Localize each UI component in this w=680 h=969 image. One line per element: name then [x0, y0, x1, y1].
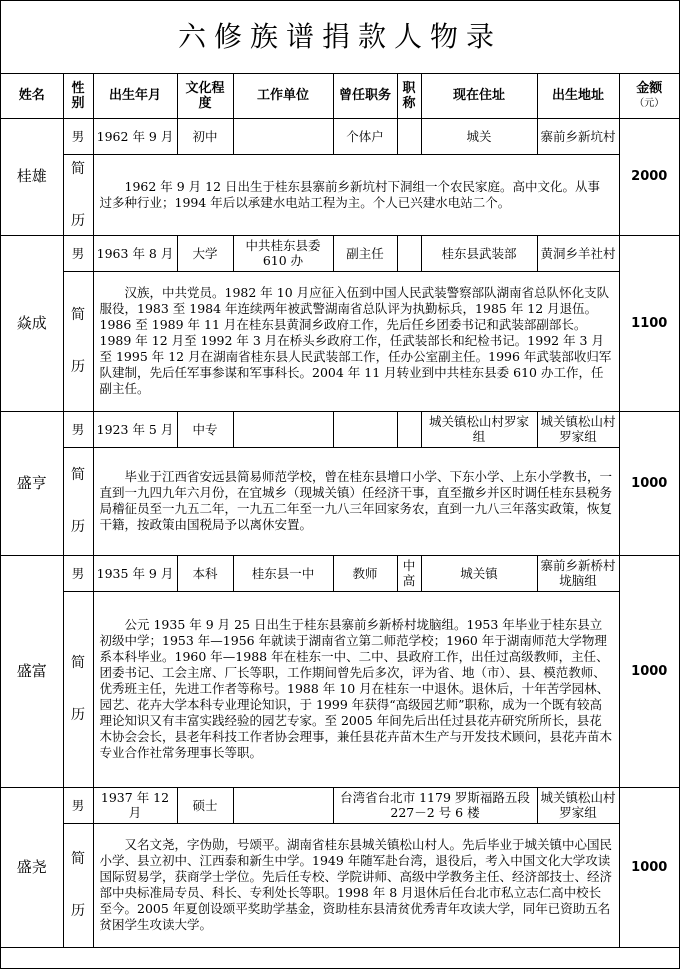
record-gender: 男: [63, 118, 93, 154]
bio-label-li: 历: [71, 903, 85, 919]
header-name: 姓名: [1, 74, 63, 118]
record-info-row: [1, 411, 679, 447]
record-birth: 1963 年 8 月: [93, 235, 177, 271]
record-position: 个体户: [333, 118, 397, 154]
record-birthplace: 寨前乡新桥村垅脑组: [537, 555, 619, 591]
record-bio-row: [1, 823, 679, 947]
bio-label-jian: 简: [71, 655, 85, 671]
record-gender: 男: [63, 235, 93, 271]
header-residence: 现在住址: [421, 74, 537, 118]
record-bio-row: [1, 154, 679, 235]
page-title: 六修族谱捐款人物录: [1, 1, 679, 74]
bio-label: [63, 591, 93, 787]
bio-label-jian: 简: [71, 307, 85, 323]
record-bio: 又名文尧，字伪勋，号颂平。湖南省桂东县城关镇松山村人。先后毕业于城关镇中心国民小学、县立初中、江西泰和新生中学。1949 年随军赴台湾，退役后，考入中国文化大学攻读国际贸易学，获商学士学位。先后任专校、学院讲师、高级中学教务主任、经济部技士、经济部中央标准局专员、科长、专利处长等职。1998 年 8 月退休后任台北市私立志仁高中校长至今。2005 年夏创设颂平奖助学基金，资助桂东县清贫优秀青年攻读大学，同年已资助五名贫困学生攻读大学。: [93, 823, 619, 947]
record-bio: 1962 年 9 月 12 日出生于桂东县寨前乡新坑村下洞组一个农民家庭。高中文化。从事过多种行业；1994 年后以承建水电站工程为主。个人已兴建水电站二个。: [93, 154, 619, 235]
record-name: 盛亨: [1, 411, 63, 555]
header-row: [1, 74, 679, 118]
record-gender: 男: [63, 411, 93, 447]
record-amount: 1000: [619, 787, 679, 947]
bio-label-jian: 简: [71, 851, 85, 867]
bio-label-jian: 简: [71, 160, 85, 177]
record-edu: 大学: [177, 235, 233, 271]
header-position: 曾任职务: [333, 74, 397, 118]
bio-label-li: 历: [71, 212, 85, 229]
header-rank: 职称: [397, 74, 421, 118]
bio-label-jian: 简: [71, 467, 85, 483]
record-name: 焱成: [1, 235, 63, 411]
record-birth: 1962 年 9 月: [93, 118, 177, 154]
record-amount: 1000: [619, 555, 679, 787]
record-work: [233, 118, 333, 154]
record-edu: 中专: [177, 411, 233, 447]
record-rank: [397, 235, 421, 271]
record-residence: 桂东县武装部: [421, 235, 537, 271]
record-birth: 1935 年 9 月: [93, 555, 177, 591]
record-amount: 2000: [619, 118, 679, 235]
bio-label: [63, 447, 93, 555]
record-birthplace: 城关镇松山村罗家组: [537, 411, 619, 447]
record-rank: 中高: [397, 555, 421, 591]
bio-label-li: 历: [71, 707, 85, 723]
header-gender: 性别: [63, 74, 93, 118]
record-bio: 毕业于江西省安远县简易师范学校，曾在桂东县增口小学、下东小学、上东小学教书，一直到一九四九年六月份，在宜城乡（现城关镇）任经济干事，直至撤乡并区时调任桂东县税务局稽征员至一九五二年，一九五二年至一九八三年回家务农，直到一九八三年落实政策，恢复干籍，按政策由国税局予以离休安置。: [93, 447, 619, 555]
bio-label-li: 历: [71, 519, 85, 535]
record-birth: 1937 年 12 月: [93, 787, 177, 823]
record-name: 桂雄: [1, 118, 63, 235]
record-bio: 汉族，中共党员。1982 年 10 月应征入伍到中国人民武装警察部队湖南省总队怀化支队服役，1983 至 1984 年连续两年被武警湖南省总队评为执勤标兵，1985 年 12 月退伍。1986 至 1989 年 11 月在桂东县黄洞乡政府工作，先后任乡团委书记和武装部副部长。1989 年 12 月至 1992 年 3 月在桥头乡政府工作，任武装部长和纪检书记。1992 年 3 月至 1995 年 12 月在湖南省桂东县人民武装部工作，任办公室副主任。1996 年武装部收归军队建制，先后任军事参谋和军事科长。2004 年 11 月转业到中共桂东县委 610 办工作，任副主任。: [93, 271, 619, 411]
record-residence: 城关: [421, 118, 537, 154]
record-bio-row: [1, 271, 679, 411]
record-info-row: [1, 787, 679, 823]
record-gender: 男: [63, 787, 93, 823]
record-gender: 男: [63, 555, 93, 591]
donor-table: [1, 74, 679, 948]
header-edu: 文化程度: [177, 74, 233, 118]
record-bio: 公元 1935 年 9 月 25 日出生于桂东县寨前乡新桥村垅脑组。1953 年毕业于桂东县立初级中学；1953 年—1956 年就读于湖南省立第二师范学校；1960 年于湖南师范大学物理系本科毕业。1960 年—1988 年在桂东一中、二中、县政府工作，出任过高级教师，主任、团委书记、工会主席、厂长等职，工作期间曾先后多次，评为省、地（市）、县、模范教师、优秀班主任，先进工作者等称号。1988 年 10 月在桂东一中退休。退休后，十年苦学园林、园艺、花卉大学本科专业理论知识，于 1999 年获得“高级园艺师”职称，成为一个既有较高理论知识又有丰富实践经验的园艺专家。至 2005 年间先后出任过县花卉研究所所长，县花木协会会长，县老年科技工作者协会理事，兼任县花卉苗木生产与开发技术顾问，县花卉苗木专业合作社常务理事长等职。: [93, 591, 619, 787]
record-position: 副主任: [333, 235, 397, 271]
record-birth: 1923 年 5 月: [93, 411, 177, 447]
bio-label: [63, 823, 93, 947]
bio-label: [63, 154, 93, 235]
header-amount: [619, 74, 679, 118]
record-info-row: [1, 555, 679, 591]
header-amount-unit: （元）: [634, 97, 665, 109]
record-position: 教师: [333, 555, 397, 591]
record-name: 盛富: [1, 555, 63, 787]
record-bio-row: [1, 591, 679, 787]
record-info-row: [1, 235, 679, 271]
bio-label-li: 历: [71, 359, 85, 375]
record-amount: 1100: [619, 235, 679, 411]
record-residence: 城关镇: [421, 555, 537, 591]
record-birthplace: 城关镇松山村罗家组: [537, 787, 619, 823]
record-edu: 初中: [177, 118, 233, 154]
record-bio-row: [1, 447, 679, 555]
header-birthplace: 出生地址: [537, 74, 619, 118]
record-birthplace: 黄洞乡羊社村: [537, 235, 619, 271]
record-residence: 台湾省台北市 1179 罗斯福路五段 227－2 号 6 楼: [333, 787, 537, 823]
record-work: [233, 787, 333, 823]
record-work: [233, 411, 333, 447]
record-rank: [397, 118, 421, 154]
record-rank: [397, 411, 421, 447]
record-name: 盛尧: [1, 787, 63, 947]
record-work: 中共桂东县委 610 办: [233, 235, 333, 271]
record-residence: 城关镇松山村罗家组: [421, 411, 537, 447]
header-birth: 出生年月: [93, 74, 177, 118]
record-position: [333, 411, 397, 447]
bio-label: [63, 271, 93, 411]
header-work: 工作单位: [233, 74, 333, 118]
record-edu: 硕士: [177, 787, 233, 823]
record-amount: 1000: [619, 411, 679, 555]
record-edu: 本科: [177, 555, 233, 591]
record-birthplace: 寨前乡新坑村: [537, 118, 619, 154]
record-work: 桂东县一中: [233, 555, 333, 591]
header-amount-label: 金额: [636, 80, 663, 96]
record-info-row: [1, 118, 679, 154]
